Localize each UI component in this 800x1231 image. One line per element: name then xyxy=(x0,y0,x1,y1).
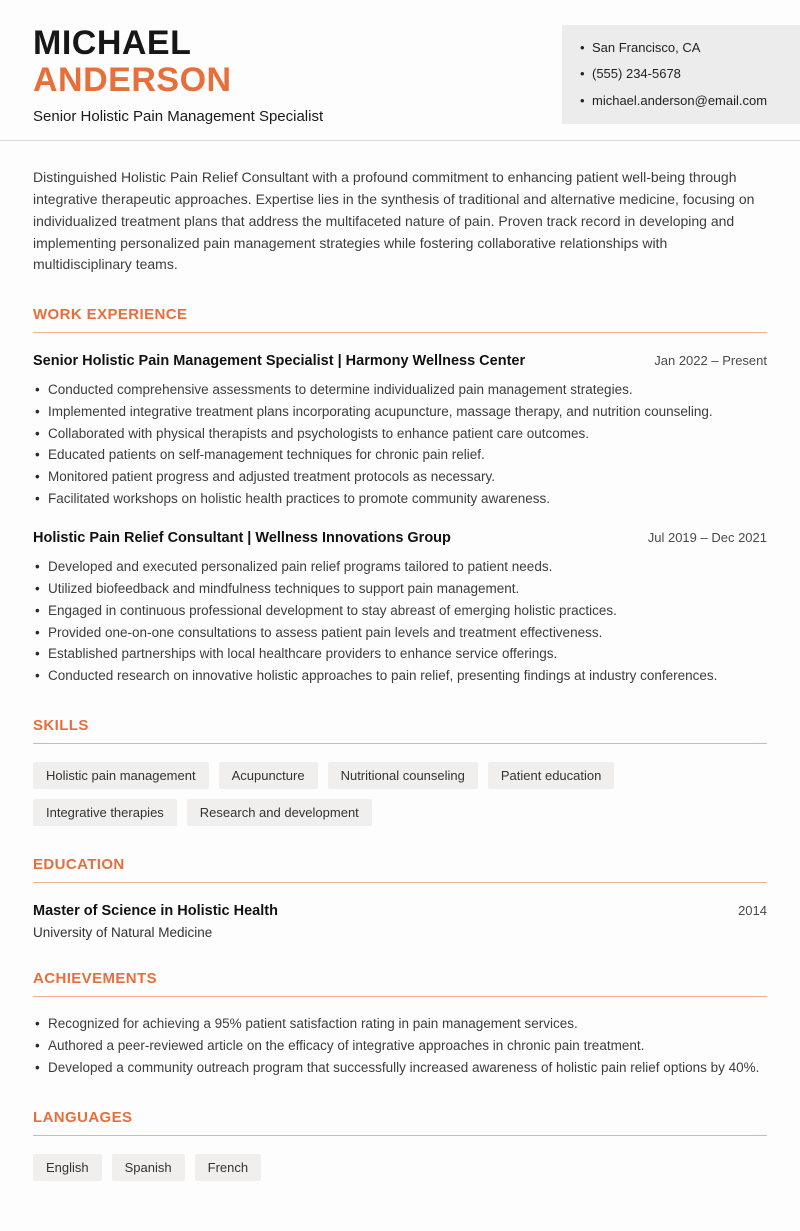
contact-item: • michael.anderson@email.com xyxy=(580,93,782,109)
bullet-item: • Provided one-on-one consultations to assess patient pain levels and treatment effectiveness. xyxy=(33,622,767,644)
bullet-item: • Recognized for achieving a 95% patient satisfaction rating in pain management services. xyxy=(33,1013,767,1035)
skills-title: SKILLS xyxy=(33,717,767,744)
skill-tag: Integrative therapies xyxy=(33,799,177,826)
first-name: MICHAEL xyxy=(33,24,192,62)
skill-tag: Nutritional counseling xyxy=(328,762,478,789)
bullet-item: • Monitored patient progress and adjusted treatment protocols as necessary. xyxy=(33,466,767,488)
job-bullet-list xyxy=(33,379,767,510)
bullet-item: • Utilized biofeedback and mindfulness techniques to support pain management. xyxy=(33,578,767,600)
contact-box xyxy=(562,25,800,124)
resume-header xyxy=(0,0,800,125)
education-entry xyxy=(33,903,767,940)
job-entry-1 xyxy=(33,353,767,510)
job-entry-2 xyxy=(33,530,767,687)
education-year: 2014 xyxy=(738,903,767,919)
language-tag: Spanish xyxy=(112,1154,185,1181)
resume-content xyxy=(0,167,800,1180)
job-bullet-list xyxy=(33,556,767,687)
bullet-item: • Established partnerships with local healthcare providers to enhance service offerings. xyxy=(33,643,767,665)
skills-section xyxy=(33,717,767,826)
header-divider xyxy=(0,140,800,141)
language-tag: English xyxy=(33,1154,102,1181)
header-job-title: Senior Holistic Pain Management Specialist xyxy=(33,108,324,126)
bullet-item: • Engaged in continuous professional development to stay abreast of emerging holistic practices. xyxy=(33,600,767,622)
languages-section xyxy=(33,1109,767,1181)
bullet-item: • Facilitated workshops on holistic health practices to promote community awareness. xyxy=(33,488,767,510)
achievements-list xyxy=(33,1013,767,1079)
achievements-section xyxy=(33,970,767,1079)
achievements-title: ACHIEVEMENTS xyxy=(33,970,767,997)
name-block xyxy=(33,25,323,125)
job-dates: Jan 2022 – Present xyxy=(654,352,767,368)
bullet-item: • Conducted research on innovative holistic approaches to pain relief, presenting findings at industry conferences. xyxy=(33,665,767,687)
bullet-item: • Implemented integrative treatment plans incorporating acupuncture, massage therapy, and nutrition counseling. xyxy=(33,401,767,423)
bullet-item: • Conducted comprehensive assessments to determine individualized pain management strategies. xyxy=(33,379,767,401)
skill-tag: Research and development xyxy=(187,799,372,826)
summary-paragraph: Distinguished Holistic Pain Relief Consultant with a profound commitment to enhancing patient well-being through integrative therapeutic approaches. Expertise lies in the synthesis of traditional and alternative medicine, focusing on individualized treatment plans that address the multifaceted nature of pain. Proven track record in developing and implementing personalized pain management strategies while fostering collaborative relationships with multidisciplinary teams. xyxy=(33,169,755,273)
job-header xyxy=(33,530,767,546)
languages-title: LANGUAGES xyxy=(33,1109,767,1136)
candidate-name xyxy=(33,25,323,98)
skills-tag-list xyxy=(33,762,767,826)
last-name: ANDERSON xyxy=(33,60,232,99)
contact-item: • (555) 234-5678 xyxy=(580,66,782,82)
education-title: EDUCATION xyxy=(33,856,767,883)
skill-tag: Patient education xyxy=(488,762,614,789)
job-header xyxy=(33,353,767,369)
bullet-item: • Educated patients on self-management techniques for chronic pain relief. xyxy=(33,444,767,466)
bullet-item: • Developed a community outreach program that successfully increased awareness of holistic pain relief options by 40%. xyxy=(33,1057,767,1079)
job-title: Holistic Pain Relief Consultant | Wellness Innovations Group xyxy=(33,530,451,547)
job-title: Senior Holistic Pain Management Specialist | Harmony Wellness Center xyxy=(33,352,526,369)
skill-tag: Acupuncture xyxy=(219,762,318,789)
work-experience-title: WORK EXPERIENCE xyxy=(33,306,767,333)
job-dates: Jul 2019 – Dec 2021 xyxy=(647,530,767,546)
bullet-item: • Collaborated with physical therapists and psychologists to enhance patient care outcomes. xyxy=(33,423,767,445)
education-section xyxy=(33,856,767,940)
education-degree: Master of Science in Holistic Health xyxy=(33,903,278,920)
education-school: University of Natural Medicine xyxy=(33,925,213,941)
education-header xyxy=(33,903,767,919)
bullet-item: • Developed and executed personalized pain relief programs tailored to patient needs. xyxy=(33,556,767,578)
skill-tag: Holistic pain management xyxy=(33,762,209,789)
work-experience-section xyxy=(33,306,767,687)
language-tag: French xyxy=(195,1154,261,1181)
contact-list xyxy=(580,40,782,109)
contact-item: • San Francisco, CA xyxy=(580,40,782,56)
languages-tag-list xyxy=(33,1154,767,1181)
bullet-item: • Authored a peer-reviewed article on the efficacy of integrative approaches in chronic pain treatment. xyxy=(33,1035,767,1057)
